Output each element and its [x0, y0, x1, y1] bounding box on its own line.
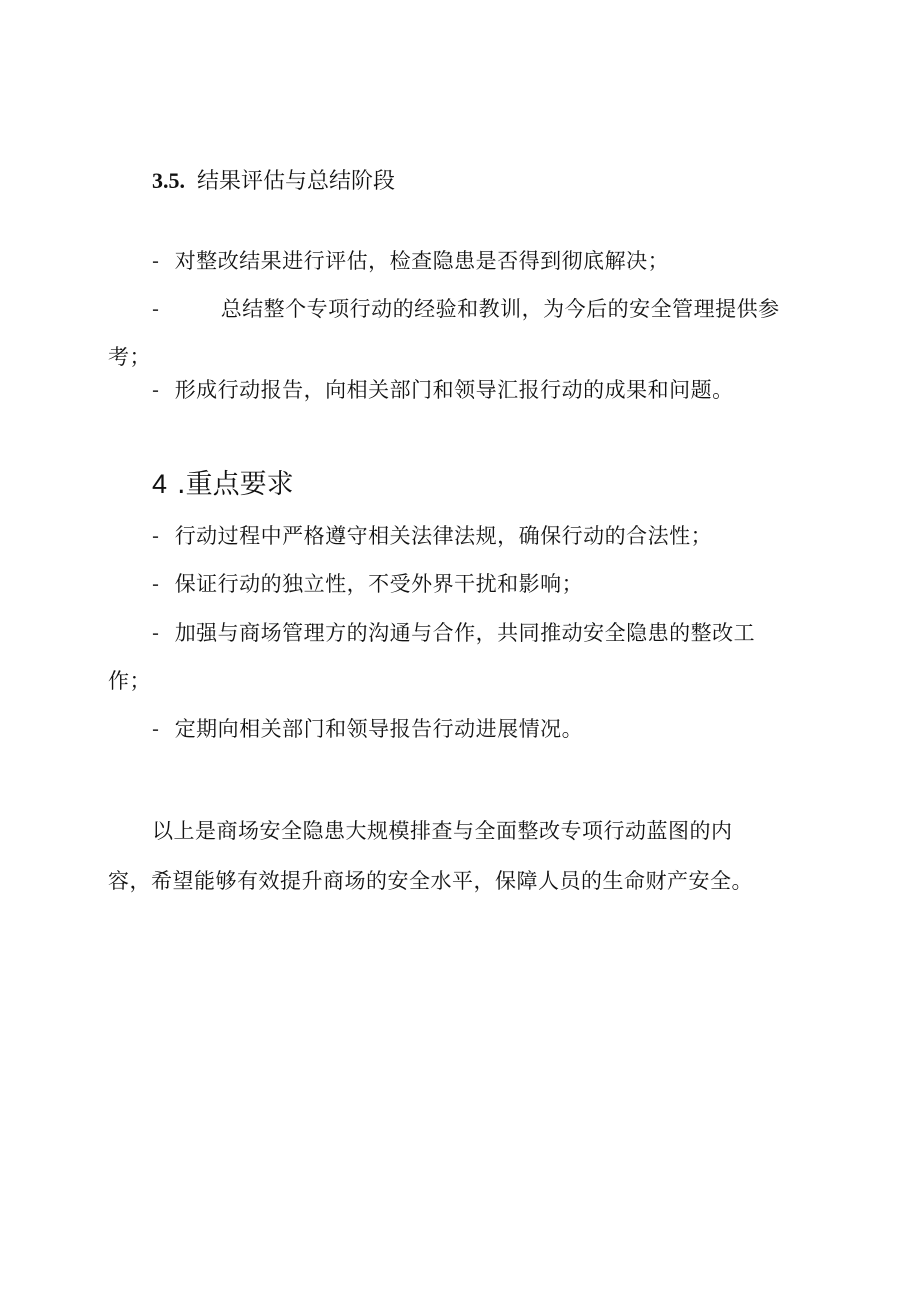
list-item-text: 对整改结果进行评估，检查隐患是否得到彻底解决； — [174, 249, 670, 273]
list-item — [152, 246, 669, 277]
list-item — [152, 375, 734, 406]
continuation-text: 考； — [108, 345, 151, 369]
list-item — [152, 618, 755, 649]
list-item — [152, 294, 780, 325]
list-item-text: 行动过程中严格遵守相关法律法规，确保行动的合法性； — [174, 524, 713, 548]
bullet-dash: - — [152, 379, 160, 402]
conclusion-line-2: 容，希望能够有效提升商场的安全水平，保障人员的生命财产安全。 — [108, 869, 753, 893]
list-item-text: 定期向相关部门和领导报告行动进展情况。 — [174, 717, 584, 741]
bullet-dash: - — [152, 718, 160, 741]
list-item-text: 形成行动报告，向相关部门和领导汇报行动的成果和问题。 — [174, 378, 734, 402]
section-number: 3.5. — [152, 168, 185, 193]
section-title: .重点要求 — [177, 469, 294, 500]
bullet-dash: - — [152, 573, 160, 596]
list-item — [152, 569, 583, 600]
section-title: 结果评估与总结阶段 — [197, 169, 396, 194]
list-item-text: 总结整个专项行动的经验和教训，为今后的安全管理提供参 — [220, 297, 780, 321]
bullet-dash: - — [152, 622, 160, 645]
bullet-dash: - — [152, 298, 160, 321]
bullet-dash: - — [152, 250, 160, 273]
conclusion-line-1: 以上是商场安全隐患大规模排查与全面整改专项行动蓝图的内 — [152, 819, 733, 843]
list-item — [152, 714, 583, 745]
list-item-text: 加强与商场管理方的沟通与合作，共同推动安全隐患的整改工 — [174, 621, 756, 645]
continuation-text: 作； — [108, 669, 151, 693]
list-item-continuation — [108, 666, 151, 696]
section-number: 4 — [152, 469, 168, 499]
bullet-dash: - — [152, 525, 160, 548]
list-item-continuation — [108, 342, 151, 372]
section-3-5-heading — [152, 166, 395, 197]
list-item — [152, 521, 712, 552]
list-item-text: 保证行动的独立性，不受外界干扰和影响； — [174, 572, 584, 596]
section-4-heading — [152, 466, 294, 503]
